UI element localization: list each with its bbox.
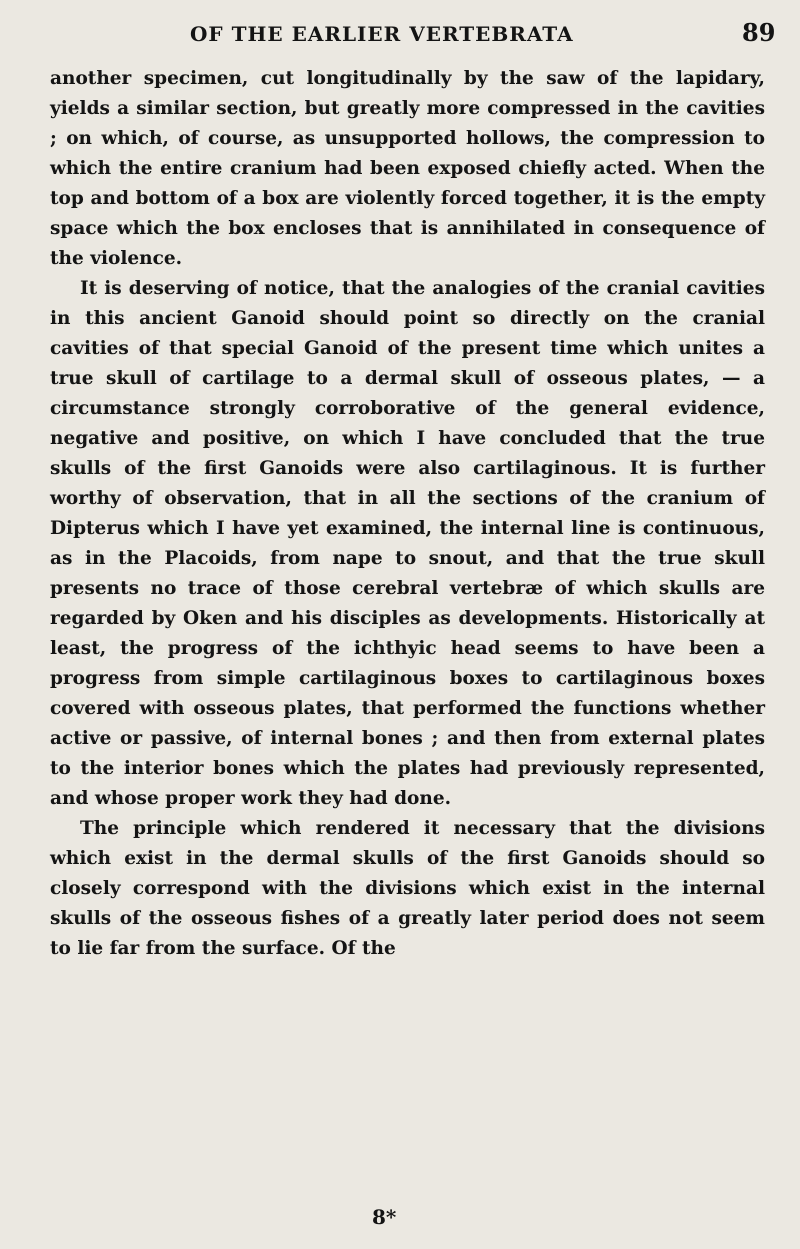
running-title: OF THE EARLIER VERTEBRATA (190, 22, 574, 46)
paragraph-3: The principle which rendered it necessary that the divisions which exist in the dermal skulls of the first Ganoids should so closely correspond with the divisions which exist in the internal skulls of the osseous fishes of a greatly later period does not seem to lie far from the surface. Of the (50, 818, 765, 959)
paragraph-2: It is deserving of notice, that the analogies of the cranial cavities in this ancient Ganoid should point so directly on the cranial cavities of that special Ganoid of the present time which unites a true skull of cartilage to a dermal skull of osseous plates, — a circumstance strongly corroborative of the general evidence, negative and positive, on which I have concluded that the true skulls of the first Ganoids were also cartilaginous. It is further worthy of observation, that in all the sections of the cranium of Dipterus which I have yet examined, the internal line is continuous, as in the Placoids, from nape to snout, and that the true skull presents no trace of those cerebral vertebræ of which skulls are regarded by Oken and his disciples as developments. Historically at least, the progress of the ichthyic head seems to have been a progress from simple cartilaginous boxes to cartilaginous boxes covered with osseous plates, that performed the functions whether active or passive, of internal bones ; and then from external plates to the interior bones which the plates had previously represented, and whose proper work they had done. (50, 278, 765, 809)
running-header (0, 18, 800, 52)
body-text (50, 64, 765, 964)
paragraph-1: another specimen, cut longitudinally by the saw of the lapidary, yields a similar section, but greatly more compressed in the cavities ; on which, of course, as unsupported hollows, the compression to which the entire cranium had been exposed chiefly acted. When the top and bottom of a box are violently forced together, it is the empty space which the box encloses that is annihilated in consequence of the violence. (50, 68, 765, 269)
page-number: 89 (742, 18, 776, 47)
signature-mark: 8* (372, 1205, 397, 1229)
